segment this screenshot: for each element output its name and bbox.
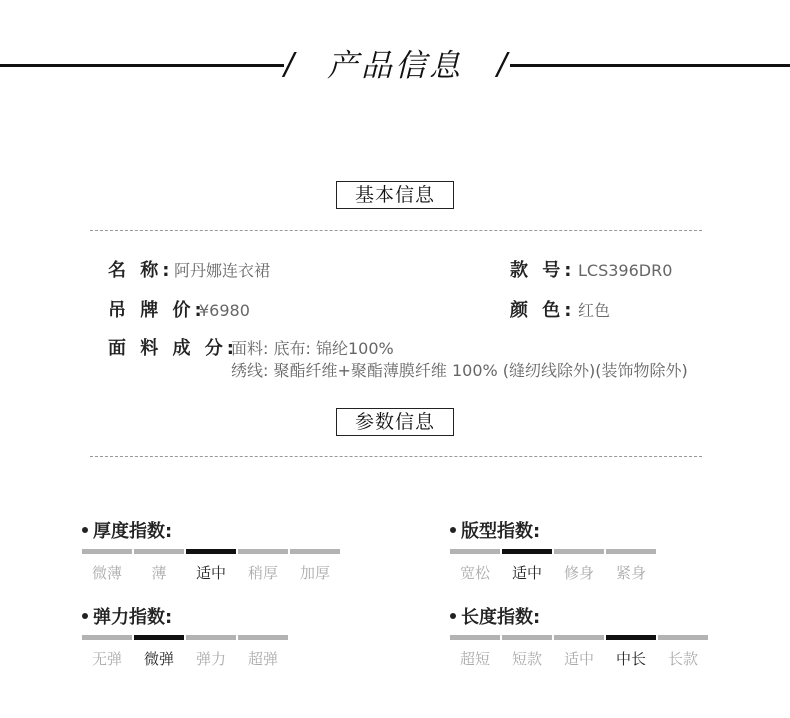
length-option-bar <box>554 635 604 640</box>
fit-option-bar <box>502 549 552 554</box>
header-slash-right: / <box>497 47 508 82</box>
length-option-bar <box>502 635 552 640</box>
basic-info-heading: 基本信息 <box>336 181 454 209</box>
fit-index-label: 版型指数: <box>461 521 541 542</box>
length-option-bar <box>606 635 656 640</box>
fit-option <box>554 549 604 583</box>
bullet-icon <box>82 527 88 533</box>
thickness-option-label: 适中 <box>195 564 226 582</box>
elasticity-option-label: 无弹 <box>91 650 122 668</box>
style-number-value: LCS396DR0 <box>578 261 673 280</box>
style-number-label: 款 号: <box>510 260 576 281</box>
page-title: 产品信息 <box>327 48 463 84</box>
thickness-option <box>290 549 340 583</box>
fit-option-selected <box>502 549 552 583</box>
elasticity-option <box>82 635 132 669</box>
fit-option-label: 适中 <box>511 564 542 582</box>
elasticity-option-bar <box>186 635 236 640</box>
fabric-line-2: 绣线: 聚酯纤维+聚酯薄膜纤维 100% (缝纫线除外)(装饰物除外) <box>231 361 688 380</box>
fit-option-label: 紧身 <box>615 564 646 582</box>
length-option <box>502 635 552 669</box>
elasticity-option <box>186 635 236 669</box>
length-option-label: 适中 <box>563 650 594 668</box>
thickness-index-label: 厚度指数: <box>93 521 173 542</box>
elasticity-option-label: 微弹 <box>143 650 174 668</box>
fit-option-label: 宽松 <box>459 564 490 582</box>
length-index-title <box>450 606 540 630</box>
length-scale <box>450 635 708 669</box>
fit-scale <box>450 549 656 583</box>
bullet-icon <box>82 613 88 619</box>
thickness-option-bar <box>186 549 236 554</box>
fabric-line-1: 面料: 底布: 锦纶100% <box>231 339 394 358</box>
thickness-scale <box>82 549 340 583</box>
color-value: 红色 <box>578 301 611 320</box>
elasticity-option-bar <box>238 635 288 640</box>
color-label: 颜 色: <box>510 300 576 321</box>
thickness-option-bar <box>290 549 340 554</box>
price-value: ¥6980 <box>199 301 250 320</box>
name-label: 名 称: <box>108 260 174 281</box>
length-index-label: 长度指数: <box>461 607 541 628</box>
bullet-icon <box>450 527 456 533</box>
fit-option <box>450 549 500 583</box>
params-divider <box>90 456 702 457</box>
fit-option-label: 修身 <box>563 564 594 582</box>
length-option <box>554 635 604 669</box>
header-rule-right <box>510 64 790 67</box>
fit-option-bar <box>554 549 604 554</box>
elasticity-option-bar <box>134 635 184 640</box>
name-value: 阿丹娜连衣裙 <box>174 261 271 280</box>
thickness-option-label: 加厚 <box>299 564 330 582</box>
thickness-option-selected <box>186 549 236 583</box>
length-option-label: 超短 <box>459 650 490 668</box>
length-option-label: 短款 <box>511 650 542 668</box>
elasticity-option <box>238 635 288 669</box>
length-option-bar <box>450 635 500 640</box>
length-option <box>658 635 708 669</box>
thickness-option <box>82 549 132 583</box>
elasticity-index-title <box>82 606 172 630</box>
thickness-option <box>134 549 184 583</box>
elasticity-option-bar <box>82 635 132 640</box>
header-slash-left: / <box>284 47 295 82</box>
fit-option-bar <box>606 549 656 554</box>
fabric-label: 面 料 成 分: <box>108 338 238 359</box>
elasticity-option-label: 弹力 <box>195 650 226 668</box>
length-option-selected <box>606 635 656 669</box>
bullet-icon <box>450 613 456 619</box>
thickness-option-label: 微薄 <box>91 564 122 582</box>
length-option-bar <box>658 635 708 640</box>
thickness-option-label: 稍厚 <box>247 564 278 582</box>
length-option-label: 中长 <box>615 650 646 668</box>
params-heading: 参数信息 <box>336 408 454 436</box>
thickness-option-bar <box>82 549 132 554</box>
elasticity-scale <box>82 635 288 669</box>
fit-option <box>606 549 656 583</box>
elasticity-option-label: 超弹 <box>247 650 278 668</box>
thickness-option-bar <box>134 549 184 554</box>
elasticity-option-selected <box>134 635 184 669</box>
fit-index-title <box>450 520 540 544</box>
basic-info-divider <box>90 230 702 231</box>
price-label: 吊 牌 价: <box>108 300 206 321</box>
thickness-option-label: 薄 <box>151 564 167 582</box>
length-option-label: 长款 <box>667 650 698 668</box>
thickness-option-bar <box>238 549 288 554</box>
elasticity-index-label: 弹力指数: <box>93 607 173 628</box>
thickness-option <box>238 549 288 583</box>
length-option <box>450 635 500 669</box>
thickness-index-title <box>82 520 172 544</box>
fit-option-bar <box>450 549 500 554</box>
